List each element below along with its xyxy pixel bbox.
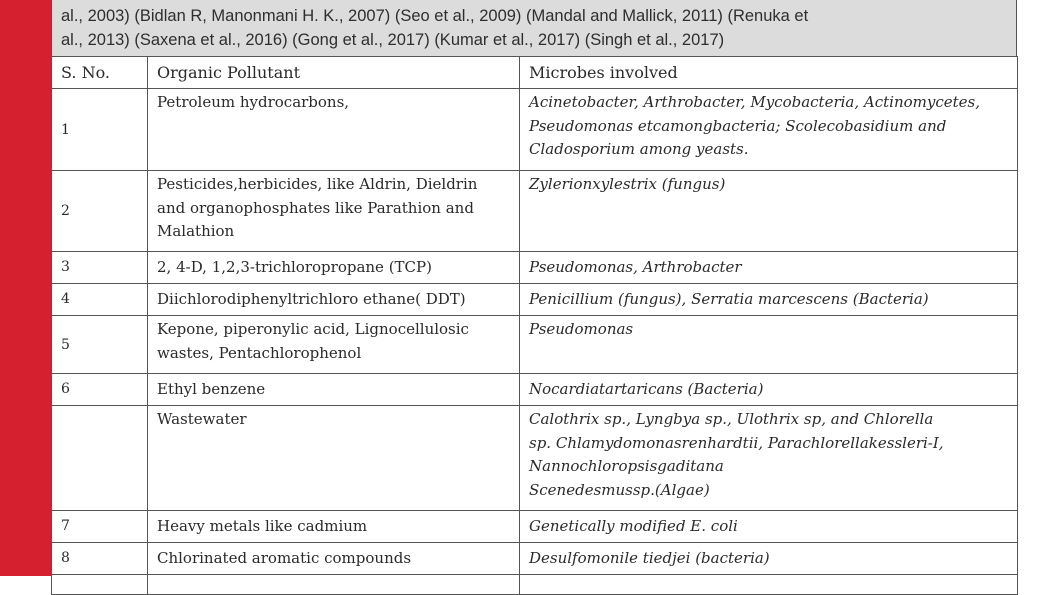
pollutant-microbe-table — [51, 56, 1018, 595]
pollutant-line: Petroleum hydrocarbons, — [157, 93, 350, 111]
table-row — [52, 89, 1018, 171]
cell-empty — [52, 575, 148, 595]
cell-pollutant — [148, 543, 520, 575]
microbe-line: Acinetobacter, Arthrobacter, Mycobacteria, Actinomycetes, — [529, 93, 980, 111]
cell-sno: 6 — [52, 374, 148, 406]
header-organic-pollutant: Organic Pollutant — [148, 57, 520, 89]
microbe-line: Scenedesmussp.(Algae) — [529, 480, 710, 499]
cell-sno — [52, 406, 148, 511]
table-row — [52, 406, 1018, 511]
cell-sno: 5 — [52, 316, 148, 374]
cell-microbes — [520, 284, 1018, 316]
cell-pollutant — [148, 374, 520, 406]
cell-sno: 3 — [52, 252, 148, 284]
cell-microbes — [520, 316, 1018, 374]
cell-microbes — [520, 171, 1018, 252]
cell-sno: 4 — [52, 284, 148, 316]
cell-sno: 2 — [52, 171, 148, 252]
pollutant-line: Kepone, piperonylic acid, Lignocellulosic — [157, 320, 469, 338]
pollutant-line: Wastewater — [157, 410, 247, 428]
document-table-region — [51, 0, 1017, 595]
microbe-line: Penicillium (fungus), Serratia marcescens (Bacteria) — [529, 289, 929, 308]
cell-microbes — [520, 252, 1018, 284]
pollutant-line: 2, 4-D, 1,2,3-trichloropropane (TCP) — [157, 257, 432, 276]
cell-microbes — [520, 89, 1018, 171]
header-microbes-involved: Microbes involved — [520, 57, 1018, 89]
microbe-line: Desulfomonile tiedjei (bacteria) — [529, 548, 770, 567]
pollutant-line: Diichlorodiphenyltrichloro ethane( DDT) — [157, 289, 466, 308]
table-row — [52, 171, 1018, 252]
microbe-line: Zylerionxylestrix (fungus) — [529, 175, 726, 193]
microbe-line: Pseudomonas, Arthrobacter — [529, 257, 742, 276]
microbe-line: Calothrix sp., Lyngbya sp., Ulothrix sp, and Chlorella — [529, 410, 934, 428]
cell-microbes — [520, 406, 1018, 511]
cell-microbes — [520, 543, 1018, 575]
microbe-line: Nannochloropsisgaditana — [529, 457, 724, 475]
table-row — [52, 511, 1018, 543]
microbe-line: Nocardiatartaricans (Bacteria) — [529, 379, 764, 398]
pollutant-line: wastes, Pentachlorophenol — [157, 343, 362, 362]
caption-line-2: al., 2013) (Saxena et al., 2016) (Gong et al., 2017) (Kumar et al., 2017) (Singh et al., 2017) — [61, 31, 725, 49]
table-row — [52, 316, 1018, 374]
pollutant-line: Malathion — [157, 222, 235, 240]
pollutant-line: Pesticides,herbicides, like Aldrin, Dieldrin — [157, 175, 478, 193]
caption-line-1: al., 2003) (Bidlan R, Manonmani H. K., 2007) (Seo et al., 2009) (Mandal and Mallick, 2011) (Renuka et — [61, 7, 809, 25]
cell-empty — [520, 575, 1018, 595]
microbe-line: Pseudomonas etcamongbacteria; Scolecobasidium and — [529, 116, 947, 135]
cell-pollutant — [148, 171, 520, 252]
cell-sno: 7 — [52, 511, 148, 543]
table-row-cut-off — [52, 575, 1018, 595]
cell-pollutant — [148, 89, 520, 171]
pollutant-line: Chlorinated aromatic compounds — [157, 548, 412, 567]
table-row — [52, 374, 1018, 406]
cell-pollutant — [148, 252, 520, 284]
cell-pollutant — [148, 511, 520, 543]
pollutant-line: Ethyl benzene — [157, 379, 266, 398]
microbe-line: Cladosporium among yeasts. — [529, 140, 749, 158]
pollutant-line: Heavy metals like cadmium — [157, 516, 368, 535]
cell-microbes — [520, 511, 1018, 543]
pollutant-line: and organophosphates like Parathion and — [157, 198, 474, 217]
cell-pollutant — [148, 316, 520, 374]
cell-microbes — [520, 374, 1018, 406]
cell-pollutant — [148, 284, 520, 316]
table-row — [52, 252, 1018, 284]
table-caption — [51, 0, 1017, 56]
table-row — [52, 284, 1018, 316]
cell-empty — [148, 575, 520, 595]
cell-sno: 8 — [52, 543, 148, 575]
table-row — [52, 543, 1018, 575]
microbe-line: Genetically modified E. coli — [529, 516, 738, 535]
microbe-line: sp. Chlamydomonasrenhardtii, Parachlorellakessleri-I, — [529, 433, 944, 452]
cell-pollutant — [148, 406, 520, 511]
red-margin-bar — [0, 0, 51, 576]
header-sno: S. No. — [52, 57, 148, 89]
cell-sno: 1 — [52, 89, 148, 171]
table-header-row — [52, 57, 1018, 89]
microbe-line: Pseudomonas — [529, 320, 634, 338]
